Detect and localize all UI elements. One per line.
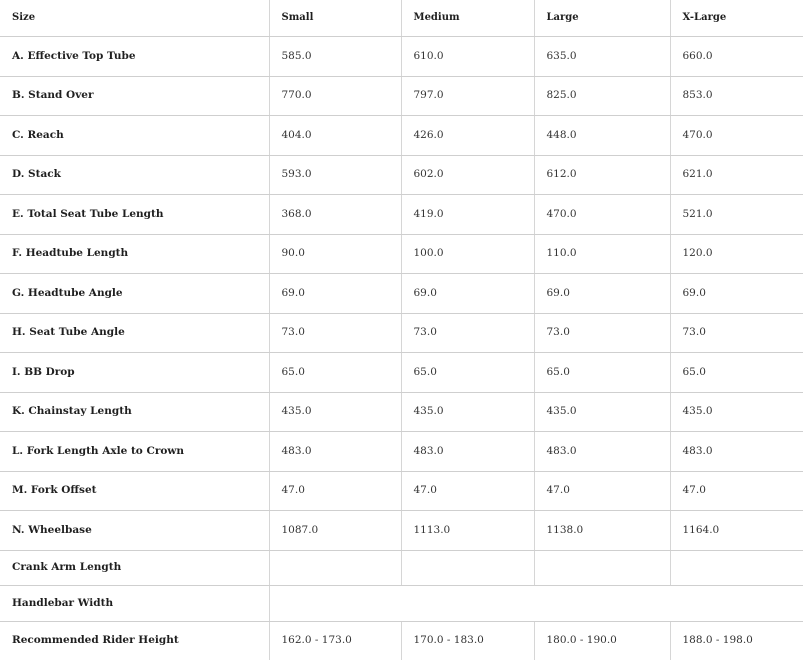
- cell-medium: [401, 550, 534, 586]
- cell-small: 1087.0: [269, 511, 401, 551]
- table-header-row: [0, 0, 803, 37]
- cell-small: 69.0: [269, 274, 401, 314]
- cell-x-large: 853.0: [670, 76, 803, 116]
- table-row: [0, 621, 803, 660]
- cell-large: 470.0: [534, 195, 670, 235]
- cell-large: 448.0: [534, 116, 670, 156]
- cell-x-large: 483.0: [670, 432, 803, 472]
- row-label: N. Wheelbase: [0, 511, 269, 551]
- row-label: K. Chainstay Length: [0, 392, 269, 432]
- cell-small: 47.0: [269, 471, 401, 511]
- cell-x-large: 120.0: [670, 234, 803, 274]
- cell-large: 825.0: [534, 76, 670, 116]
- header-large: Large: [534, 0, 670, 37]
- row-label: Recommended Rider Height: [12, 634, 179, 647]
- cell-x-large: 69.0: [670, 274, 803, 314]
- row-label: Handlebar Width: [0, 586, 269, 622]
- cell-medium: 47.0: [401, 471, 534, 511]
- row-label: E. Total Seat Tube Length: [0, 195, 269, 235]
- table-row: [0, 234, 803, 274]
- cell-small: 73.0: [269, 313, 401, 353]
- row-label: L. Fork Length Axle to Crown: [0, 432, 269, 472]
- cell-medium: 73.0: [401, 313, 534, 353]
- cell-small: [269, 550, 401, 586]
- cell-large: [534, 550, 670, 586]
- row-label: G. Headtube Angle: [0, 274, 269, 314]
- cell-x-large: 47.0: [670, 471, 803, 511]
- cell-large: 110.0: [534, 234, 670, 274]
- table-row: [0, 37, 803, 77]
- table-row: [0, 511, 803, 551]
- cell-small: 435.0: [269, 392, 401, 432]
- row-label: A. Effective Top Tube: [0, 37, 269, 77]
- cell-x-large: 65.0: [670, 353, 803, 393]
- cell-medium: 170.0 - 183.0: [401, 621, 534, 660]
- cell-medium: 483.0: [401, 432, 534, 472]
- cell-x-large: 470.0: [670, 116, 803, 156]
- row-label: M. Fork Offset: [0, 471, 269, 511]
- row-label: I. BB Drop: [0, 353, 269, 393]
- cell-x-large: 1164.0: [670, 511, 803, 551]
- table-row: [0, 353, 803, 393]
- cell-x-large: [670, 550, 803, 586]
- cell-medium: 435.0: [401, 392, 534, 432]
- row-label: Crank Arm Length: [0, 550, 269, 586]
- table-row: [0, 116, 803, 156]
- table-row: [0, 550, 803, 586]
- cell-x-large: 660.0: [670, 37, 803, 77]
- cell-small: 770.0: [269, 76, 401, 116]
- table-row: [0, 195, 803, 235]
- table-row: [0, 432, 803, 472]
- cell-large: 1138.0: [534, 511, 670, 551]
- row-label: D. Stack: [0, 155, 269, 195]
- cell-large: 47.0: [534, 471, 670, 511]
- table-row: [0, 76, 803, 116]
- cell-x-large: 188.0 - 198.0: [670, 621, 803, 660]
- cell-medium: 1113.0: [401, 511, 534, 551]
- cell-medium: 65.0: [401, 353, 534, 393]
- cell-small: 368.0: [269, 195, 401, 235]
- cell-small: 404.0: [269, 116, 401, 156]
- row-label: C. Reach: [0, 116, 269, 156]
- cell-medium: 602.0: [401, 155, 534, 195]
- cell-large: 65.0: [534, 353, 670, 393]
- table-row: [0, 471, 803, 511]
- table-row: [0, 586, 803, 622]
- cell-large: 73.0: [534, 313, 670, 353]
- cell-small: 585.0: [269, 37, 401, 77]
- cell-large: 612.0: [534, 155, 670, 195]
- cell-x-large: 621.0: [670, 155, 803, 195]
- cell-small: 483.0: [269, 432, 401, 472]
- cell-large: 69.0: [534, 274, 670, 314]
- cell-x-large: 435.0: [670, 392, 803, 432]
- table-row: [0, 155, 803, 195]
- header-size: Size: [0, 0, 269, 37]
- cell-small: 162.0 - 173.0: [269, 621, 401, 660]
- cell-small: 65.0: [269, 353, 401, 393]
- cell-medium: 797.0: [401, 76, 534, 116]
- header-medium: Medium: [401, 0, 534, 37]
- cell-large: 635.0: [534, 37, 670, 77]
- cell-large: 435.0: [534, 392, 670, 432]
- cell-medium: 426.0: [401, 116, 534, 156]
- table-row: [0, 392, 803, 432]
- row-label: F. Headtube Length: [0, 234, 269, 274]
- cell-small: 593.0: [269, 155, 401, 195]
- cell-medium: 100.0: [401, 234, 534, 274]
- table-row: [0, 274, 803, 314]
- header-small: Small: [269, 0, 401, 37]
- cell-medium: 419.0: [401, 195, 534, 235]
- cell-medium: 69.0: [401, 274, 534, 314]
- cell-large: 180.0 - 190.0: [534, 621, 670, 660]
- row-label: H. Seat Tube Angle: [0, 313, 269, 353]
- cell-merged: [269, 586, 803, 622]
- cell-large: 483.0: [534, 432, 670, 472]
- table-row: [0, 313, 803, 353]
- cell-medium: 610.0: [401, 37, 534, 77]
- cell-x-large: 73.0: [670, 313, 803, 353]
- header-x-large: X-Large: [670, 0, 803, 37]
- row-label: B. Stand Over: [0, 76, 269, 116]
- cell-small: 90.0: [269, 234, 401, 274]
- cell-x-large: 521.0: [670, 195, 803, 235]
